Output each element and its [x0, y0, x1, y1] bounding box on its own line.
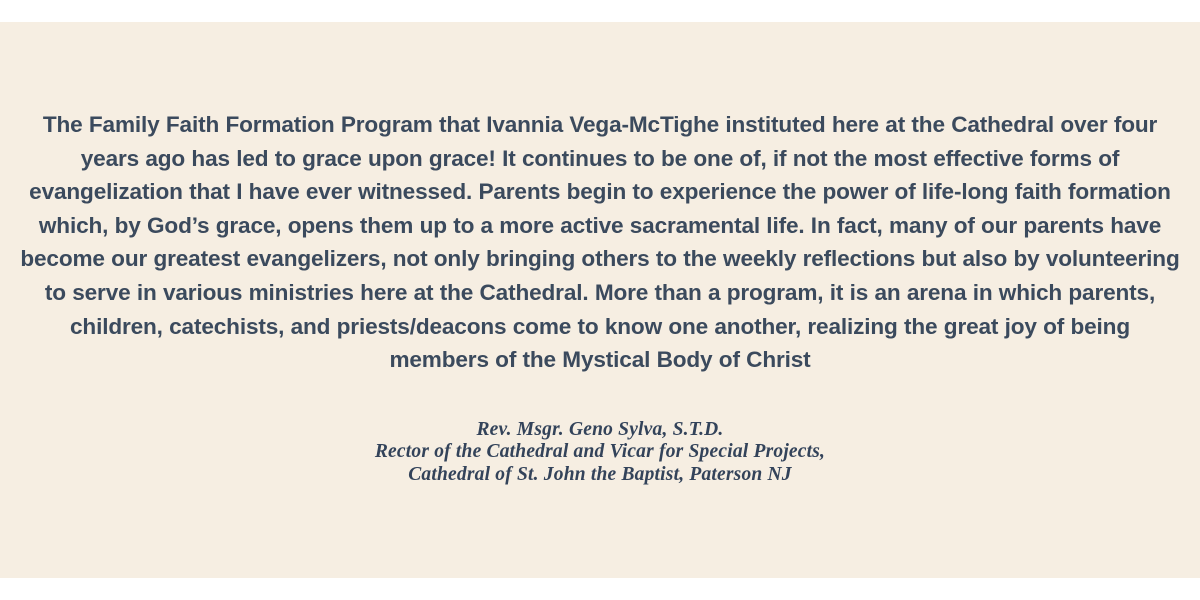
attribution-role: Rector of the Cathedral and Vicar for Special Projects,	[374, 441, 826, 463]
attribution-place: Cathedral of St. John the Baptist, Paterson NJ	[408, 463, 792, 485]
testimonial-card	[0, 22, 1200, 578]
testimonial-quote-text: The Family Faith Formation Program that Ivannia Vega-McTighe instituted here at the Cathedral over four years ago has led to grace upon grace! It continues to be one of, if not the most effective forms of evangelization that I have ever witnessed. Parents begin to experience the power of life-long faith formation which, by God’s grace, opens them up to a more active sacramental life. In fact, many of our parents have become our greatest evangelizers, not only bringing others to the weekly reflections but also by volunteering to serve in various ministries here at the Cathedral. More than a program, it is an arena in which parents, children, catechists, and priests/deacons come to know one another, realizing the great joy of being members of the Mystical Body of Christ	[20, 112, 1180, 373]
testimonial-attribution	[375, 419, 825, 487]
attribution-name: Rev. Msgr. Geno Sylva, S.T.D.	[476, 418, 724, 440]
